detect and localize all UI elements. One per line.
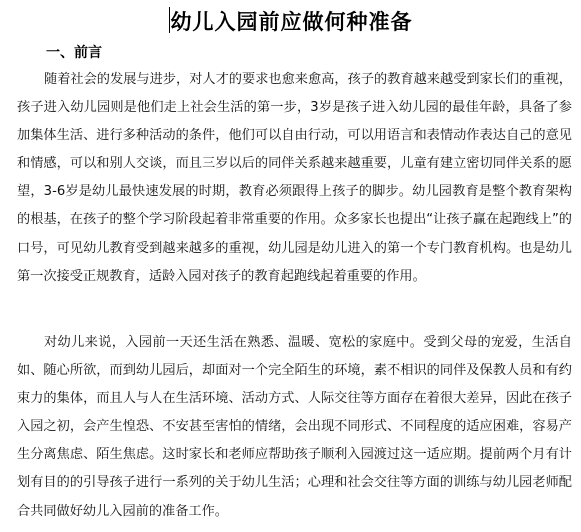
paragraph-2[interactable]: 对幼儿来说，入园前一天还生活在熟悉、温暖、宽松的家庭中。受到父母的宠爱，生活自如、随心所欲，而到幼儿园后，却面对一个完全陌生的环境，素不相识的同伴及保教人员和有约束力的集体，而且人与人在生活环境、活动方式、人际交往等方面存在着很大差异，因此在孩子入园之初，会产生惶恐、不安甚至害怕的情绪，会出现不同形式、不同程度的适应困难，容易产生分离焦虑、陌生焦虑。这时家长和老师应帮助孩子顺利入园渡过这一适应期。提前两个月有计划有目的的引导孩子进行一系列的关于幼儿生活；心理和社会交往等方面的训练与幼儿园老师配合共同做好幼儿入园前的准备工作。 [17,335,572,519]
document-title[interactable]: 幼儿入园前应做何种准备 [170,10,413,34]
paragraph-1[interactable]: 随着社会的发展与进步，对人才的要求也愈来愈高，孩子的教育越来越受到家长们的重视，孩子进入幼儿园则是他们走上社会生活的第一步，3岁是孩子进入幼儿园的最佳年龄，具备了参加集体生活、进行多种活动的条件，他们可以自由行动，可以用语言和表情动作表达自己的意见和情感，可以和别人交谈，而且三岁以后的同伴关系越来越重要，儿童有建立密切同伴关系的愿望，3-6岁是幼儿最快速发展的时期，教育必须跟得上孩子的脚步。幼儿园教育是整个教育架构的根基，在孩子的整个学习阶段起着非常重要的作用。众多家长也提出“让孩子赢在起跑线上”的口号，可见幼儿教育受到越来越多的重视，幼儿园是幼儿进入的第一个专门教育机构。也是幼儿第一次接受正规教育，适龄入园对孩子的教育起跑线起着重要的作用。 [17,72,572,284]
text-cursor [169,7,170,33]
section-heading[interactable]: 一、前言 [46,45,102,61]
title-line [0,6,581,36]
